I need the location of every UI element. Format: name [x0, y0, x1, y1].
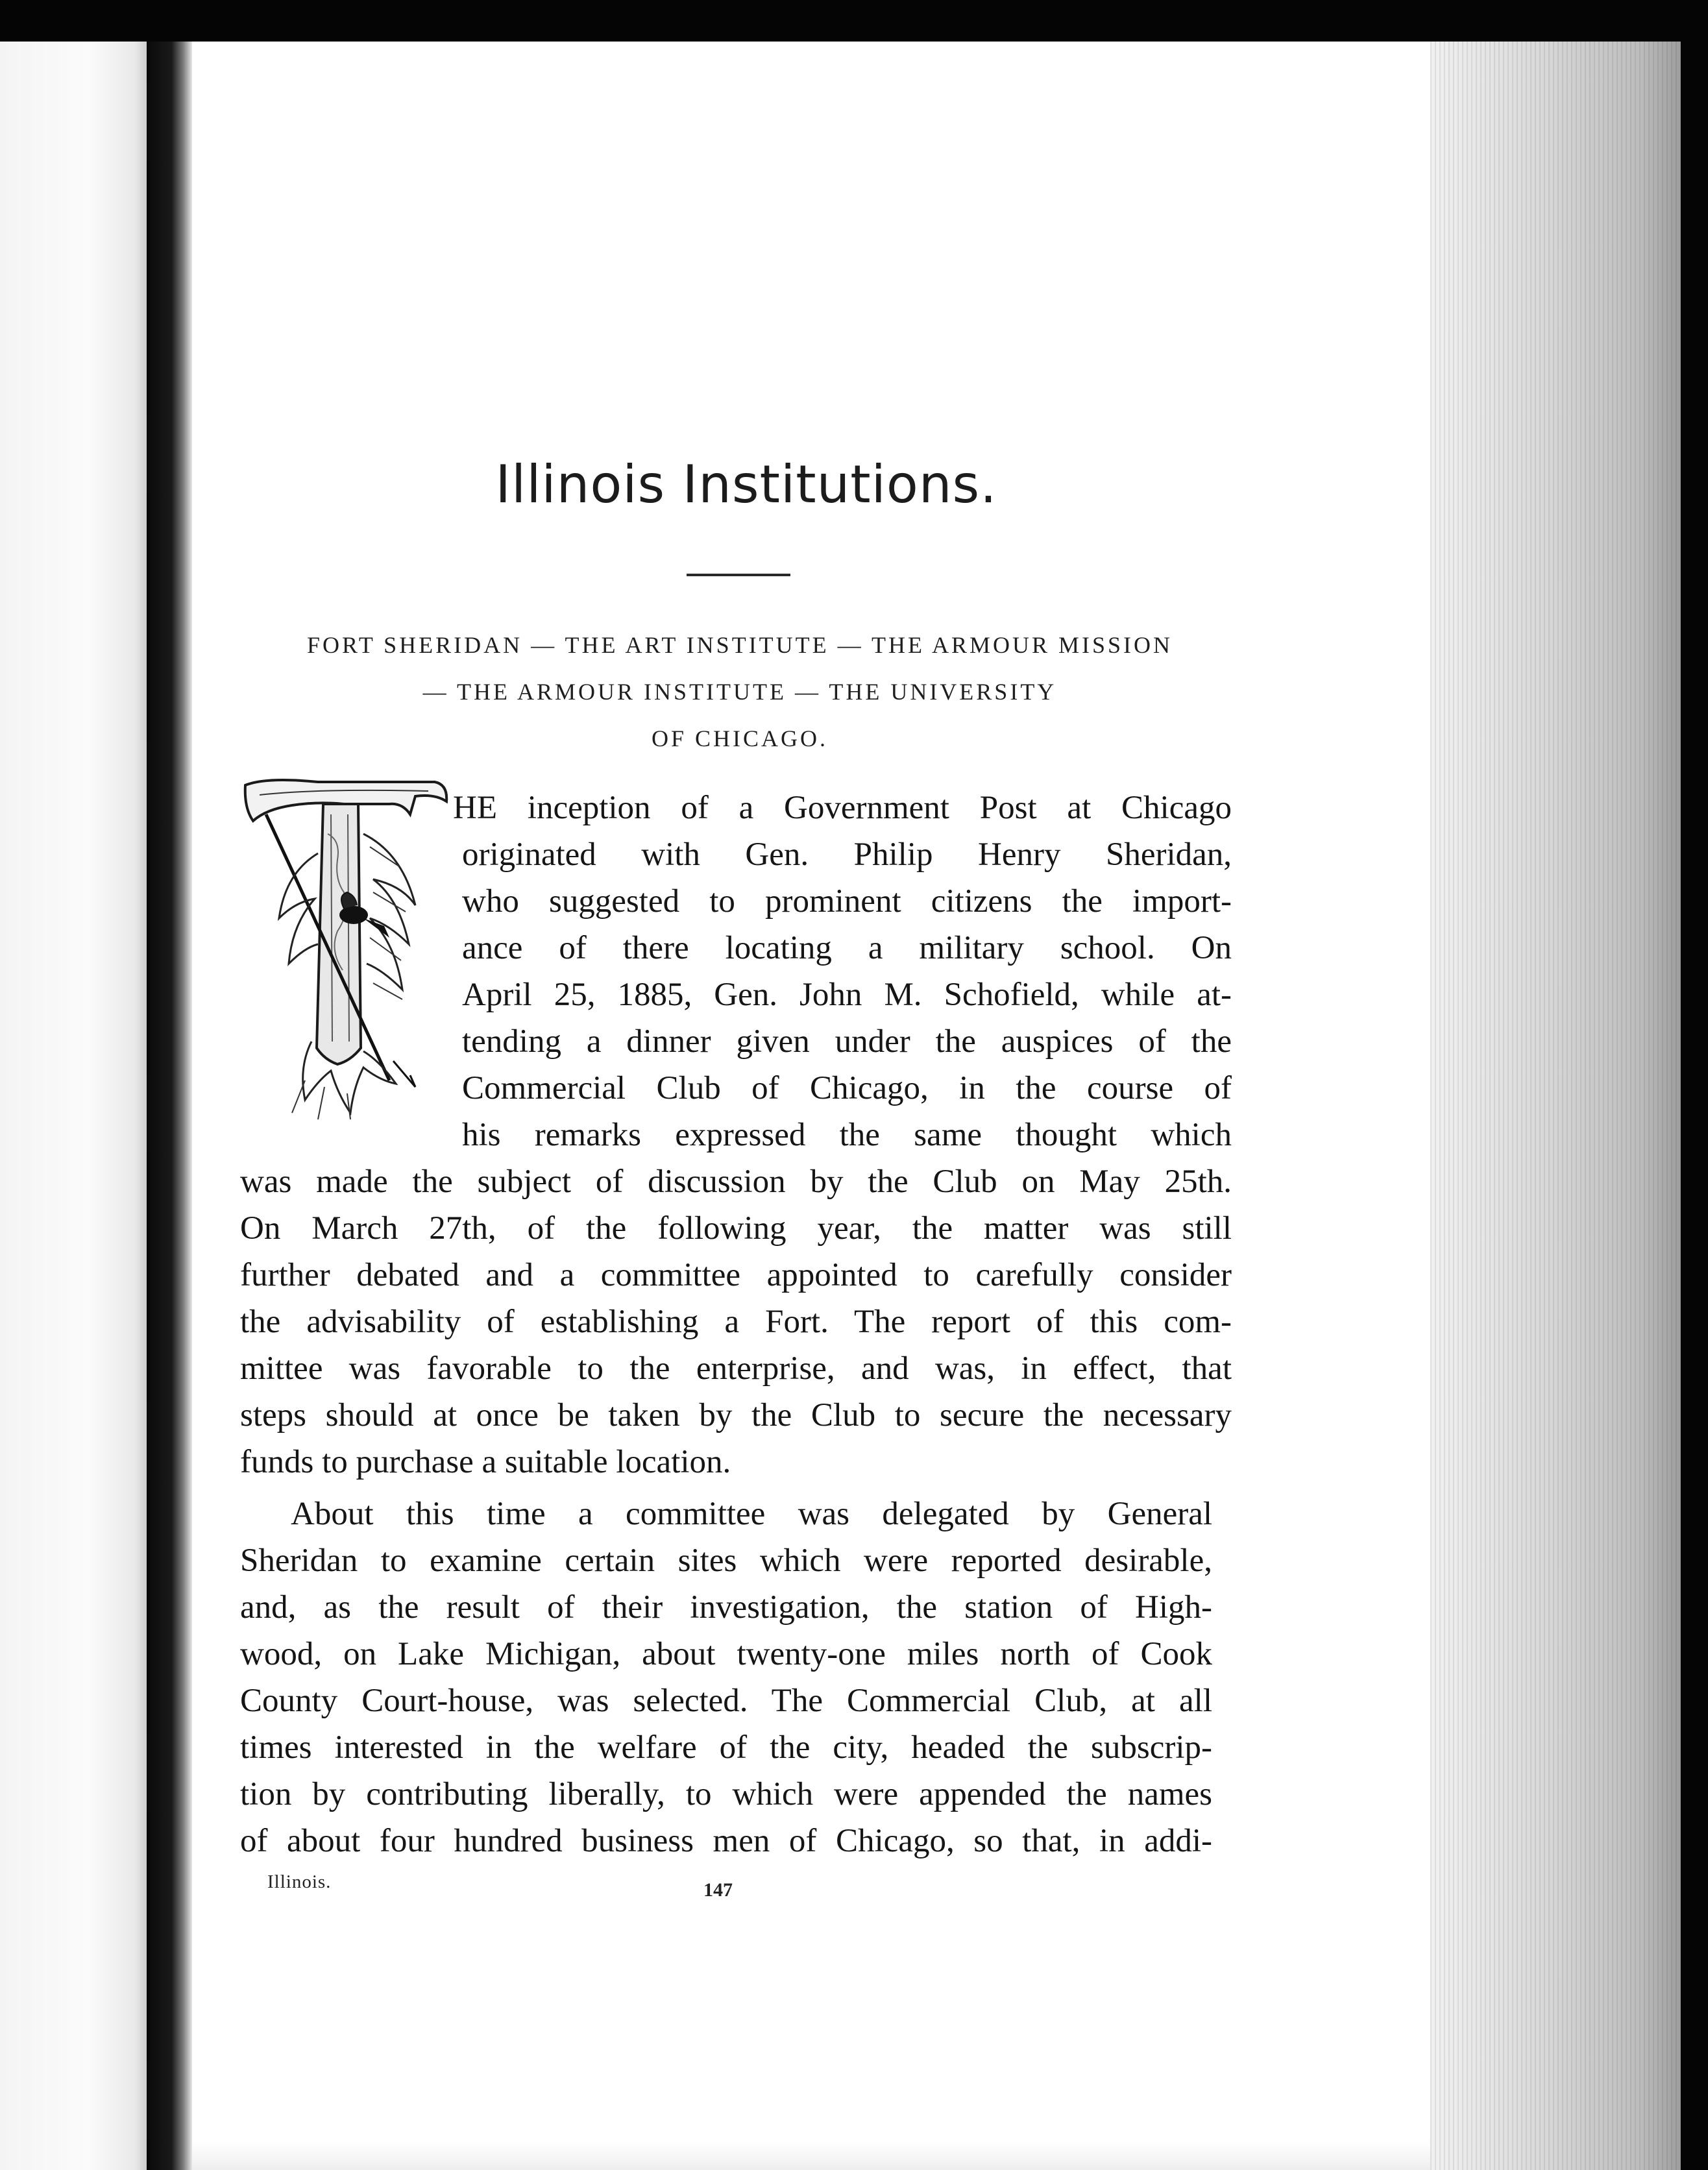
body-text-line: tending a dinner given under the auspices of the	[462, 1023, 1232, 1060]
chapter-subtitle	[240, 622, 1239, 762]
body-text-line: tion by contributing liberally, to which were appended the names	[240, 1776, 1212, 1812]
body-text-line: who suggested to prominent citizens the import-	[462, 883, 1232, 920]
page-bottom-edge	[192, 2141, 1430, 2170]
scan-right-border	[1681, 0, 1708, 2170]
signature-mark: Illinois.	[267, 1871, 332, 1892]
body-text-line: mittee was favorable to the enterprise, and was, in effect, that	[240, 1350, 1232, 1387]
scan-top-border	[0, 0, 1708, 42]
book-spine-shadow	[147, 42, 192, 2170]
body-text-line: April 25, 1885, Gen. John M. Schofield, while at-	[462, 977, 1232, 1013]
page-title: Illinois Institutions.	[495, 454, 997, 515]
body-text-line: his remarks expressed the same thought which	[462, 1117, 1232, 1153]
body-text-line: Commercial Club of Chicago, in the course of	[462, 1070, 1232, 1106]
body-text-line: originated with Gen. Philip Henry Sheridan,	[462, 836, 1232, 873]
title-rule	[687, 574, 790, 576]
ornamental-drop-cap	[240, 775, 454, 1123]
body-text-line: and, as the result of their investigation, the station of High-	[240, 1589, 1212, 1626]
subtitle-line: OF CHICAGO.	[651, 725, 829, 751]
body-text-line: times interested in the welfare of the city, headed the subscrip-	[240, 1729, 1212, 1766]
body-text-line: steps should at once be taken by the Club to secure the necessary	[240, 1397, 1232, 1433]
body-text-line: funds to purchase a suitable location.	[240, 1444, 731, 1480]
page-number: 147	[703, 1879, 733, 1901]
book-page-edges	[1430, 42, 1708, 2170]
body-text-line: wood, on Lake Michigan, about twenty-one miles north of Cook	[240, 1636, 1212, 1672]
body-text-line: About this time a committee was delegated by General	[291, 1496, 1212, 1532]
subtitle-line: — THE ARMOUR INSTITUTE — THE UNIVERSITY	[422, 679, 1057, 705]
body-text-line: HE inception of a Government Post at Chicago	[453, 790, 1232, 826]
body-text-line: the advisability of establishing a Fort. The report of this com-	[240, 1304, 1232, 1340]
drop-cap-illustration	[240, 775, 454, 1123]
body-text-line: Sheridan to examine certain sites which were reported desirable,	[240, 1542, 1212, 1579]
body-text-line: County Court-house, was selected. The Commercial Club, at all	[240, 1683, 1212, 1719]
body-text-line: was made the subject of discussion by the Club on May 25th.	[240, 1164, 1232, 1200]
subtitle-line: FORT SHERIDAN — THE ART INSTITUTE — THE ARMOUR MISSION	[306, 632, 1173, 658]
body-text-line: further debated and a committee appointed to carefully consider	[240, 1257, 1232, 1293]
body-text-line: On March 27th, of the following year, the matter was still	[240, 1210, 1232, 1247]
body-text-line: of about four hundred business men of Chicago, so that, in addi-	[240, 1823, 1212, 1859]
facing-page-edge	[0, 42, 147, 2170]
body-text-line: ance of there locating a military school. On	[462, 930, 1232, 966]
